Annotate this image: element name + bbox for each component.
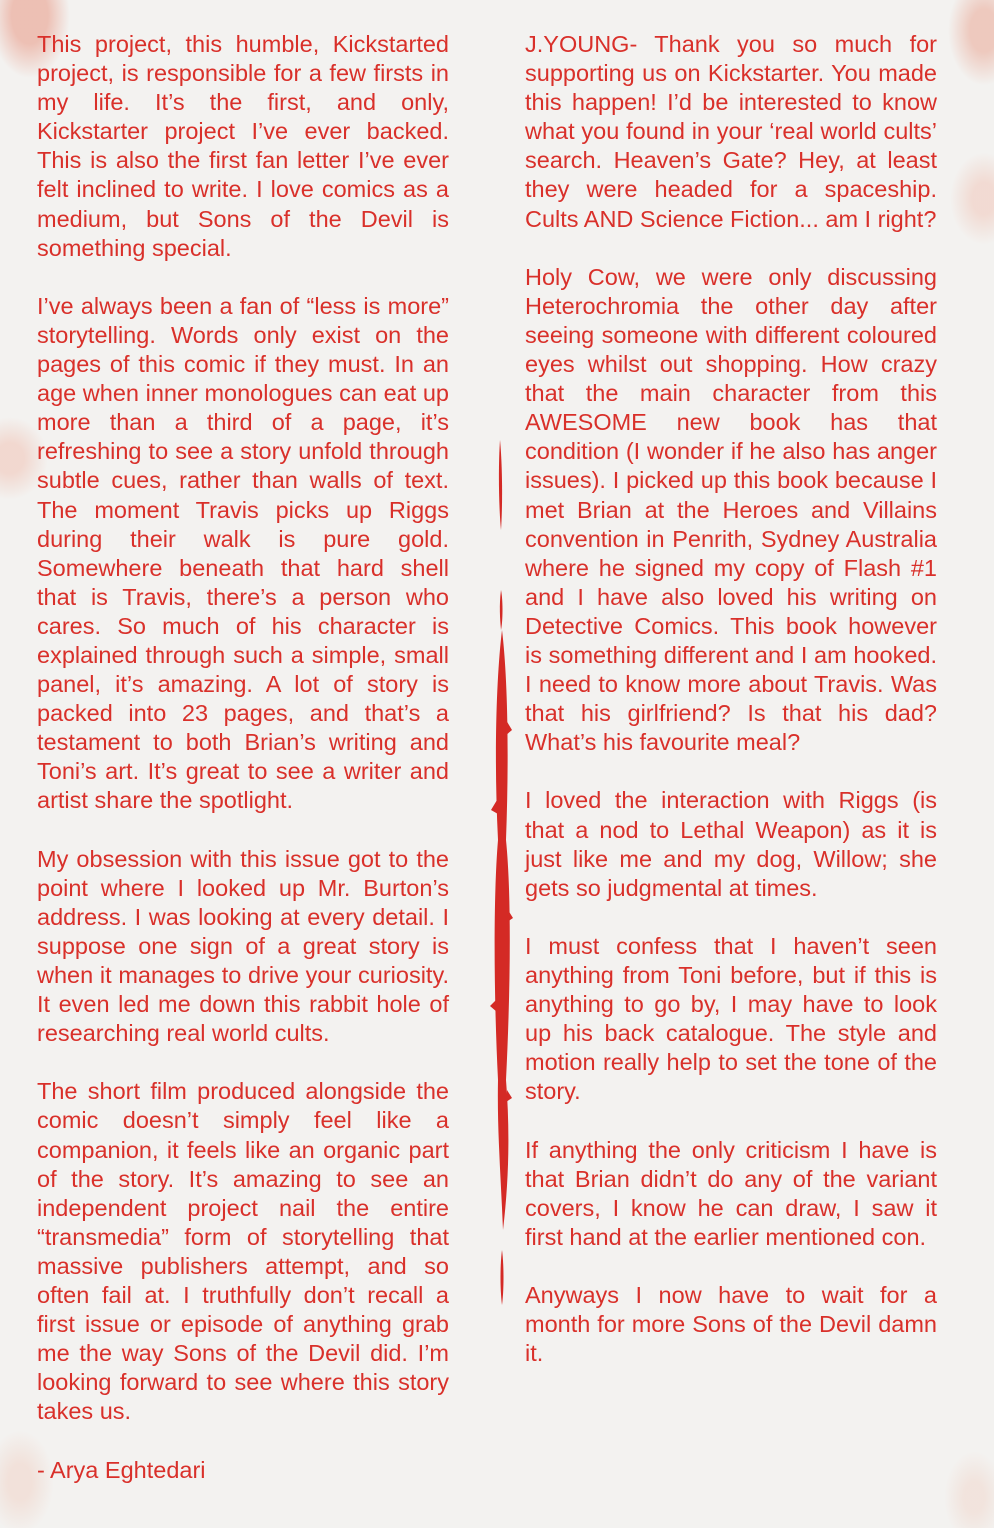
letter-paragraph: This project, this humble, Kickstarted project, is responsible for a few firsts in my life. It’s the first, and only, Kickstarter project I’ve ever backed. This is also the first fan letter I’ve ever felt inclined to write. I love comics as a medium, but Sons of the Devil is something special. [37,31,449,261]
reply-paragraph: J.YOUNG- Thank you so much for supporting us on Kickstarter. You made this happen! I’d be interested to know what you found in your ‘real world cults’ search. Heaven’s Gate? Hey, at least they were headed for a spaceship. Cults AND Science Fiction... am I right? [525,31,937,232]
left-letter-column [37,30,449,1485]
letter-paragraph: My obsession with this issue got to the point where I looked up Mr. Burton’s address. I was looking at every detail. I suppose one sign of a great story is when it manages to drive your curiosity. It even led me down this rabbit hole of researching real world cults. [37,845,449,1047]
letter-paragraph: Anyways I now have to wait for a month for more Sons of the Devil damn it. [525,1282,937,1367]
letter-paragraph: The short film produced alongside the comic doesn’t simply feel like a companion, it feels like an organic part of the story. It’s amazing to see an independent project nail the entire “transmedia” form of storytelling that massive publishers attempt, and so often fail at. I truthfully don’t recall a first issue or episode of anything grab me the way Sons of the Devil did. I’m looking forward to see where this story takes us. [37,1078,449,1425]
letter-paragraph: I loved the interaction with Riggs (is that a nod to Lethal Weapon) as it is just like me and my dog, Willow; she gets so judgmental at times. [525,787,937,901]
right-letter-column [525,30,937,1397]
letter-paragraph: I’ve always been a fan of “less is more” storytelling. Words only exist on the pages of this comic if they must. In an age when inner monologues can eat up more than a third of a page, it’s refreshing to see a story unfold through subtle cues, rather than walls of text. The moment Travis picks up Riggs during their walk is pure gold. Somewhere beneath that hard shell that is Travis, there’s a person who cares. So much of his character is explained through such a simple, small panel, it’s amazing. A lot of story is packed into 23 pages, and that’s a testament to both Brian’s writing and Toni’s art. It’s great to see a writer and artist share the spotlight. [37,292,449,814]
letter-paragraph: If anything the only criticism I have is that Brian didn’t do any of the variant covers, I know he can draw, I saw it first hand at the earlier mentioned con. [525,1136,937,1250]
letter-paragraph: Holy Cow, we were only discussing Heterochromia the other day after seeing someone with different coloured eyes whilst out shopping. How crazy that the main character from this AWESOME new book has that condition (I wonder if he also has anger issues). I picked up this book because I met Brian at the Heroes and Villains convention in Penrith, Sydney Australia where he signed my copy of Flash #1 and I have also loved his writing on Detective Comics. This book however is something different and I am hooked. I need to know more about Travis. Was that his girlfriend? Is that his dad? What’s his favourite meal? [525,263,937,756]
letter-signature: - Arya Eghtedari [37,1456,206,1483]
letter-paragraph: I must confess that I haven’t seen anything from Toni before, but if this is anything to go by, I may have to look up his back catalogue. The style and motion really help to set the tone of the story. [525,932,937,1105]
blood-drip-divider [482,300,522,1520]
